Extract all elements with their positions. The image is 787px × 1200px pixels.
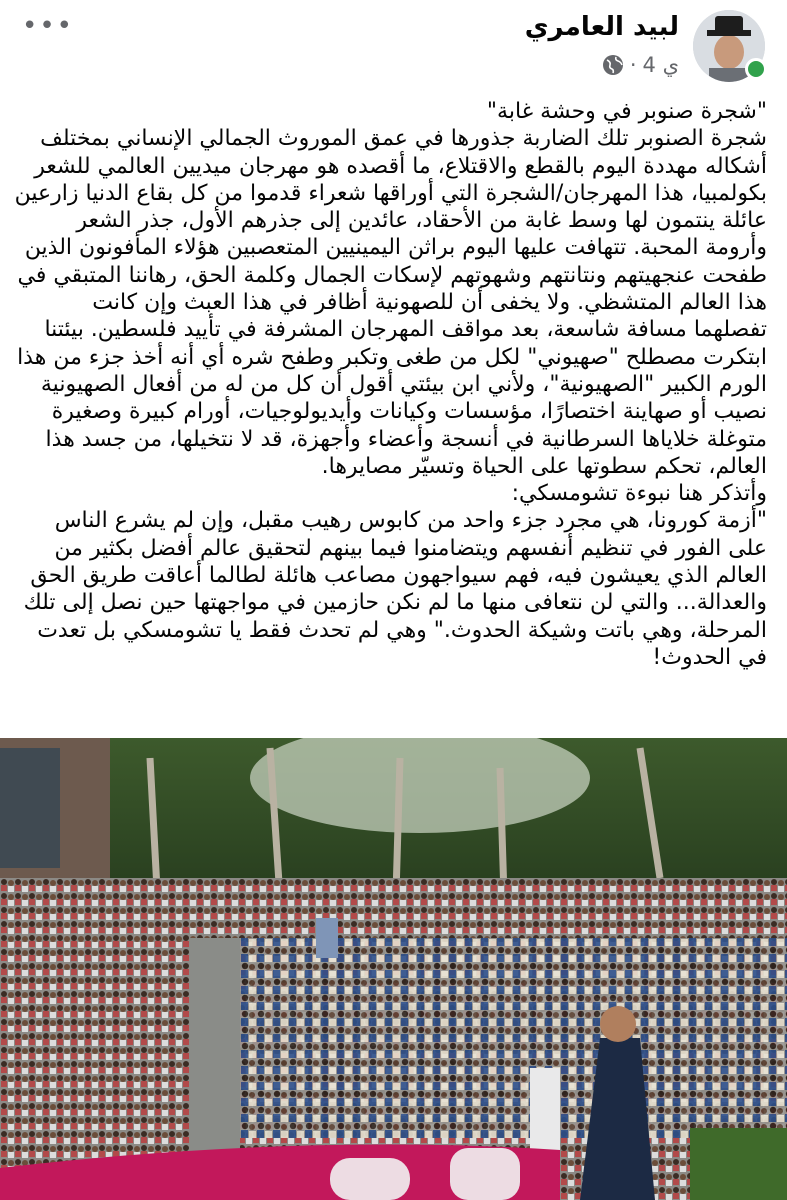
post-time[interactable]: 4 ي xyxy=(642,53,679,77)
online-status-dot xyxy=(745,58,767,80)
post-body xyxy=(14,98,767,671)
festival-audience-photo xyxy=(0,738,787,1200)
author-name[interactable]: لبيد العامري xyxy=(524,12,679,42)
post-header xyxy=(0,0,787,95)
meta-separator: · xyxy=(629,53,637,77)
post-text: "شجرة صنوبر في وحشة غابة" شجرة الصنوبر تلك الضاربة جذورها في عمق الموروث الجمالي الإنساني بمختلف أشكاله مهددة اليوم بالقطع والاقتلاع، ما أقصده هو مهرجان ميديين العالمي للشعر بكولمبيا، هذا المهرجان/الشجرة التي أوراقها شعراء قدموا من كل بقاع الدنيا زارعين عائلة ينتمون لها وسط غابة من الأحقاد، عائدين إلى جذرهم الأول، جذر الشعر وأرومة المحبة. تتهافت عليها اليوم براثن اليمينيين المتعصبين هؤلاء المأفونون الذين طفحت عنجهيتهم ونتانتهم وشهوتهم لإسكات الجمال وكلمة الحق، رهاننا المتبقي في هذا العالم المتشظي. ولا يخفى أن للصهونية أظافر في هذا العبث وإن كانت تفصلهما مسافة شاسعة، بعد مواقف المهرجان المشرفة في تأييد فلسطين. بيئتنا ابتكرت مصطلح "صهيوني" لكل من طغى وتكبر وطفح شره أي أنه أخذ جزء من هذا الورم الكبير "الصهيونية"، ولأني ابن بيئتي أقول أن كل من له من أفعال الصهيونية نصيب أو صهاينة اختصارًا، مؤسسات وكيانات وأيديولوجيات، أورام كبيرة وصغيرة متوغلة خلاياها السرطانية في أنسجة وأعضاء وأجهزة، قد لا نتخيلها، من جسد هذا العالم، تحكم سطوتها على الحياة وتسيّر مصايرها. وأتذكر هنا نبوءة تشومسكي: "أزمة كورونا، هي مجرد جزء واحد من كابوس رهيب مقبل، وإن لم يشرع الناس على الفور في تنظيم أنفسهم ويتضامنوا فيما بينهم لتحقيق عالم أفضل بكثير من العالم الذي يعيشون فيه، فهم سيواجهون مصاعب هائلة لطالما أعاقت طريق الحق والعدالة... والتي لن نتعافى منها ما لم نكن حازمين في مواجهتها حين نصل إلى تلك المرحلة، وهي باتت وشيكة الحدوث." وهي لم تحدث فقط يا تشومسكي بل تعدت في الحدوث! xyxy=(14,99,767,670)
post-meta xyxy=(602,52,679,78)
globe-icon[interactable] xyxy=(602,54,624,76)
post-photo[interactable] xyxy=(0,738,787,1200)
more-options-icon[interactable]: ••• xyxy=(22,11,75,41)
